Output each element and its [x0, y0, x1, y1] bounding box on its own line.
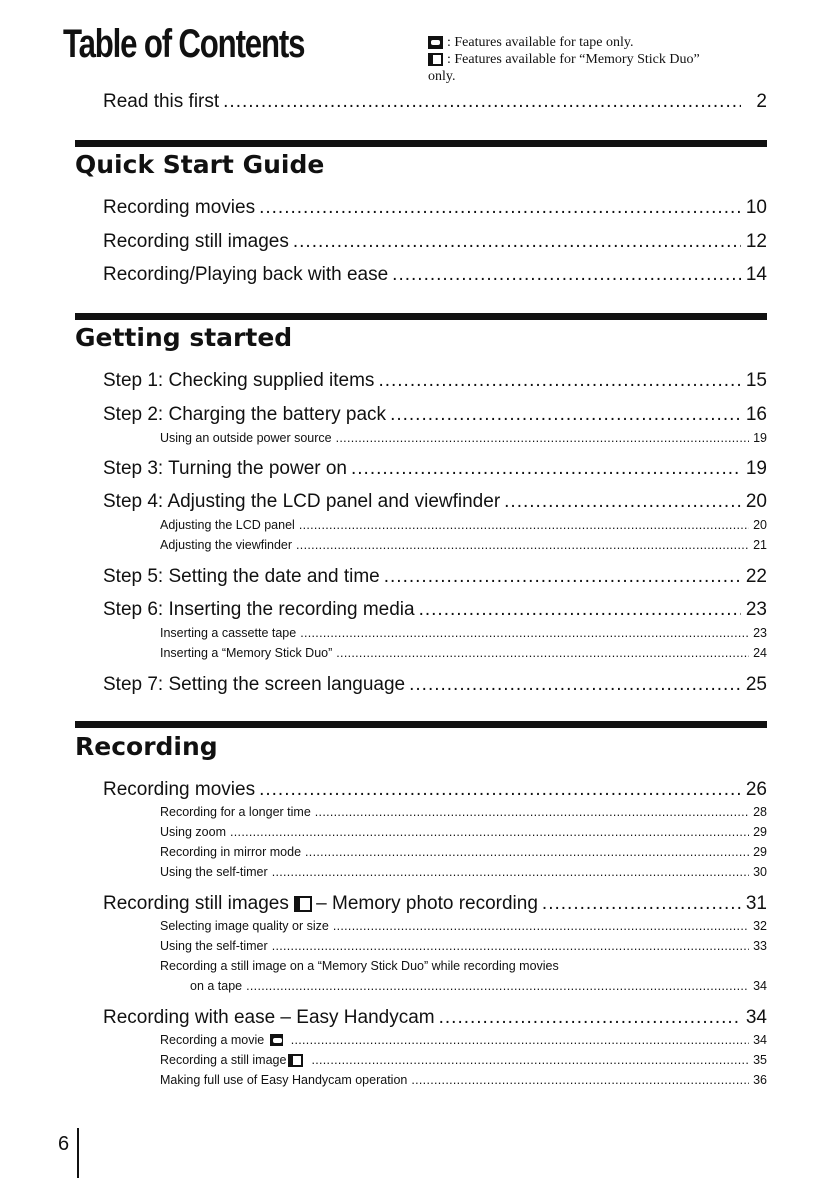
toc-entry[interactable]: Step 7: Setting the screen language ..... 25	[103, 674, 767, 696]
legend-ms-text: : Features available for “Memory Stick Duo”	[447, 52, 700, 67]
toc-entry[interactable]: Recording still images ..... 12	[103, 231, 767, 253]
toc-subentry[interactable]: Using an outside power source ..... 19	[160, 431, 767, 445]
toc-entry[interactable]: Step 1: Checking supplied items ..... 15	[103, 370, 767, 392]
toc-entry[interactable]: Step 4: Adjusting the LCD panel and viewfinder ..... 20	[103, 491, 767, 513]
section-title-getting-started: Getting started	[75, 323, 293, 352]
legend-ms-text-cont: only.	[428, 69, 456, 84]
section-rule	[75, 140, 767, 147]
toc-subentry[interactable]: on a tape ..... 34	[190, 979, 767, 993]
section-rule	[75, 313, 767, 320]
toc-entry[interactable]: Step 2: Charging the battery pack ..... 16	[103, 404, 767, 426]
tape-icon	[270, 1034, 283, 1046]
memory-stick-icon	[294, 896, 312, 912]
toc-subentry[interactable]: Using the self-timer ..... 33	[160, 939, 767, 953]
section-rule	[75, 721, 767, 728]
toc-entry[interactable]: Recording movies ..... 10	[103, 197, 767, 219]
legend-tape-text: : Features available for tape only.	[447, 35, 634, 50]
section-title-quick-start: Quick Start Guide	[75, 150, 325, 179]
toc-subentry[interactable]: Using the self-timer ..... 30	[160, 865, 767, 879]
toc-subentry[interactable]: Using zoom ..... 29	[160, 825, 767, 839]
page-number: 6	[58, 1133, 70, 1155]
icon-legend	[428, 34, 788, 85]
toc-entry-read-this-first[interactable]: Read this first ..... 2	[103, 91, 767, 113]
tape-icon	[428, 36, 443, 49]
memory-stick-icon	[288, 1054, 303, 1067]
toc-entry[interactable]: Step 5: Setting the date and time ..... 22	[103, 566, 767, 588]
toc-subentry[interactable]: Inserting a cassette tape ..... 23	[160, 626, 767, 640]
toc-subentry[interactable]: Recording a movie ..... 34	[160, 1033, 767, 1047]
toc-subentry[interactable]: Recording for a longer time ..... 28	[160, 805, 767, 819]
toc-subentry[interactable]: Selecting image quality or size ..... 32	[160, 919, 767, 933]
toc-subentry[interactable]: Making full use of Easy Handycam operation ..... 36	[160, 1073, 767, 1087]
memory-stick-icon	[428, 53, 443, 66]
page-number-divider	[77, 1128, 79, 1178]
toc-entry-still-images[interactable]: Recording still images – Memory photo recording ..... 31	[103, 893, 767, 915]
toc-subentry[interactable]: Recording in mirror mode ..... 29	[160, 845, 767, 859]
section-title-recording: Recording	[75, 732, 218, 761]
toc-subentry[interactable]: Inserting a “Memory Stick Duo” ..... 24	[160, 646, 767, 660]
toc-entry[interactable]: Recording movies ..... 26	[103, 779, 767, 801]
toc-subentry-wrap[interactable]: Recording a still image on a “Memory Stick Duo” while recording movies	[160, 959, 559, 973]
toc-entry[interactable]: Recording/Playing back with ease ..... 14	[103, 264, 767, 286]
page-title: Table of Contents	[63, 22, 305, 66]
toc-subentry[interactable]: Recording a still image ..... 35	[160, 1053, 767, 1067]
toc-entry[interactable]: Step 3: Turning the power on ..... 19	[103, 458, 767, 480]
toc-entry[interactable]: Step 6: Inserting the recording media ..... 23	[103, 599, 767, 621]
toc-subentry[interactable]: Adjusting the viewfinder ..... 21	[160, 538, 767, 552]
toc-entry[interactable]: Recording with ease – Easy Handycam ..... 34	[103, 1007, 767, 1029]
toc-subentry[interactable]: Adjusting the LCD panel ..... 20	[160, 518, 767, 532]
